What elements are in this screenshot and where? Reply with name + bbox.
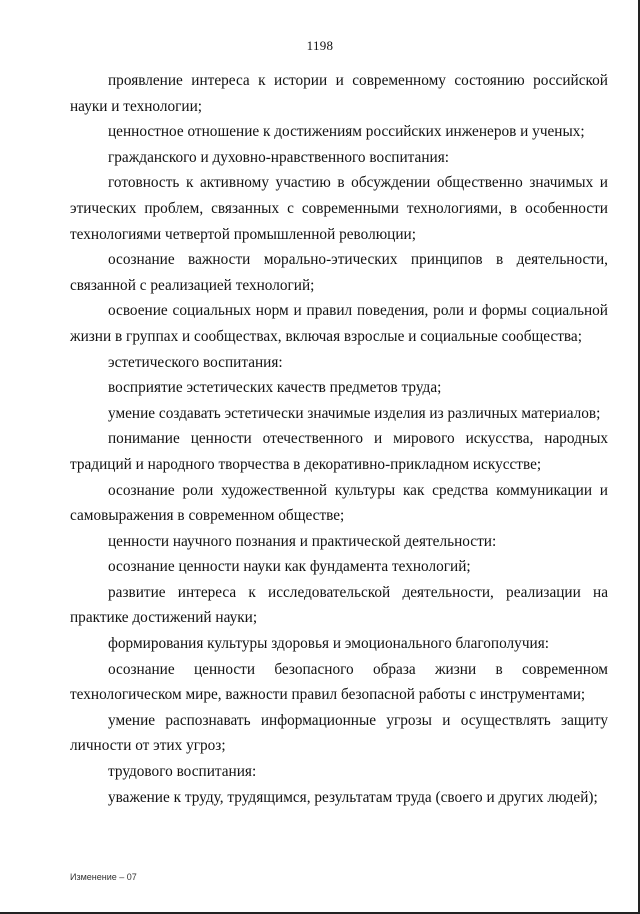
- paragraph: готовность к активному участию в обсуждении общественно значимых и этических проблем, связанных с современными технологиями, в особенности технологиями четвертой промышленной революции;: [70, 174, 608, 243]
- paragraph: понимание ценности отечественного и мирового искусства, народных традиций и народного творчества в декоративно-прикладном искусстве;: [70, 430, 608, 473]
- paragraph: осознание роли художественной культуры как средства коммуникации и самовыражения в современном обществе;: [70, 481, 608, 525]
- section-heading: гражданского и духовно-нравственного воспитания:: [108, 148, 449, 166]
- paragraph: умение распознавать информационные угрозы и осуществлять защиту личности от этих угроз;: [70, 711, 608, 755]
- paragraph: ценностное отношение к достижениям российских инженеров и ученых;: [108, 123, 585, 141]
- paragraph: уважение к труду, трудящимся, результатам труда (своего и других людей);: [108, 788, 598, 806]
- paragraph: умение создавать эстетически значимые изделия из различных материалов;: [108, 404, 601, 422]
- paragraph: освоение социальных норм и правил поведения, роли и формы социальной жизни в группах и сообществах, включая взрослые и социальные сообщества;: [70, 302, 608, 345]
- document-body: [70, 68, 608, 810]
- paragraph: проявление интереса к истории и современному состоянию российской науки и технологии;: [70, 72, 608, 115]
- paragraph: восприятие эстетических качеств предметов труда;: [108, 379, 442, 397]
- section-heading: формирования культуры здоровья и эмоционального благополучия:: [108, 635, 549, 653]
- paragraph: осознание ценности безопасного образа жизни в современном технологическом мире, важности правил безопасной работы с инструментами;: [70, 660, 608, 704]
- paragraph: осознание важности морально-этических принципов в деятельности, связанной с реализацией технологий;: [70, 251, 608, 294]
- paragraph: развитие интереса к исследовательской деятельности, реализации на практике достижений науки;: [70, 583, 608, 627]
- section-heading: эстетического воспитания:: [108, 353, 283, 371]
- section-heading: трудового воспитания:: [108, 763, 257, 781]
- section-heading: ценности научного познания и практической деятельности:: [108, 532, 497, 550]
- paragraph: осознание ценности науки как фундамента технологий;: [108, 558, 471, 576]
- page-number: 1198: [306, 38, 334, 53]
- revision-note: Изменение – 07: [70, 872, 137, 882]
